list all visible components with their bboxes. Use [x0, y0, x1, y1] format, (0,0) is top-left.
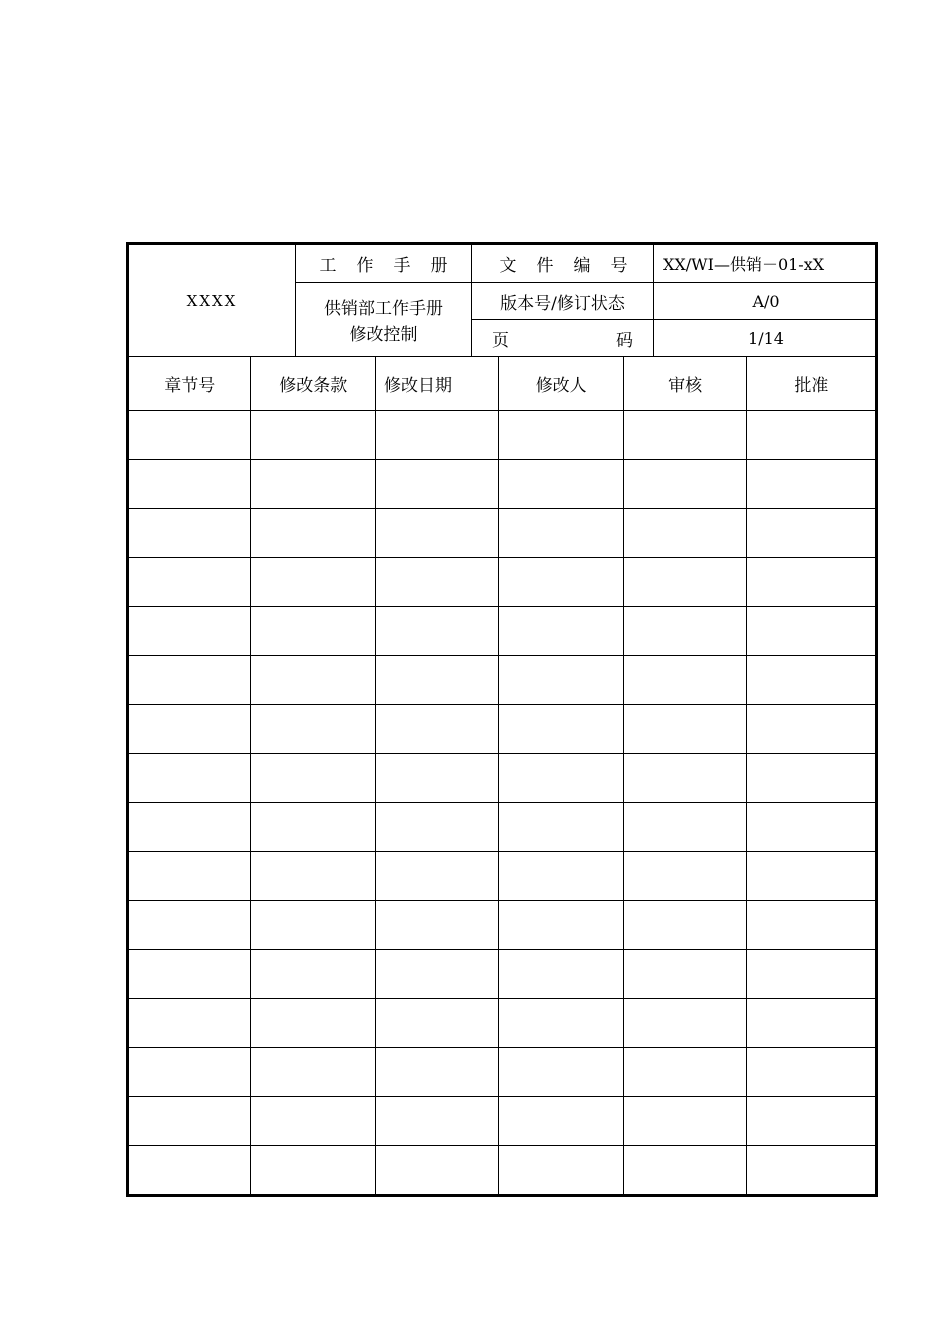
- doc-number-value: XX/WI—供销－01-xX: [654, 245, 878, 283]
- table-cell[interactable]: [251, 1097, 375, 1146]
- table-cell[interactable]: [747, 950, 877, 999]
- table-cell[interactable]: [747, 803, 877, 852]
- table-row: [128, 901, 877, 950]
- column-header-date: 修改日期: [375, 357, 498, 411]
- document-header: [126, 242, 878, 357]
- table-cell[interactable]: [251, 509, 375, 558]
- table-cell[interactable]: [251, 411, 375, 460]
- table-cell[interactable]: [623, 705, 746, 754]
- table-cell[interactable]: [623, 901, 746, 950]
- table-cell[interactable]: [623, 754, 746, 803]
- table-cell[interactable]: [499, 950, 623, 999]
- table-cell[interactable]: [499, 999, 623, 1048]
- table-cell[interactable]: [128, 705, 251, 754]
- table-cell[interactable]: [623, 460, 746, 509]
- table-cell[interactable]: [128, 1048, 251, 1097]
- table-cell[interactable]: [251, 950, 375, 999]
- table-cell[interactable]: [747, 901, 877, 950]
- table-cell[interactable]: [499, 509, 623, 558]
- table-cell[interactable]: [747, 558, 877, 607]
- table-cell[interactable]: [375, 901, 498, 950]
- table-cell[interactable]: [747, 607, 877, 656]
- table-cell[interactable]: [251, 803, 375, 852]
- table-cell[interactable]: [623, 558, 746, 607]
- table-cell[interactable]: [251, 999, 375, 1048]
- table-cell[interactable]: [251, 656, 375, 705]
- table-cell[interactable]: [251, 607, 375, 656]
- table-cell[interactable]: [128, 999, 251, 1048]
- version-value: A/0: [654, 283, 878, 320]
- doc-number-label: 文件编号: [472, 245, 654, 283]
- table-cell[interactable]: [623, 1146, 746, 1196]
- table-cell[interactable]: [375, 754, 498, 803]
- table-cell[interactable]: [128, 411, 251, 460]
- table-cell[interactable]: [251, 1048, 375, 1097]
- column-header-approve: 批准: [747, 357, 877, 411]
- table-cell[interactable]: [128, 852, 251, 901]
- table-cell[interactable]: [251, 558, 375, 607]
- revision-table: [126, 356, 878, 1197]
- table-row: [128, 558, 877, 607]
- table-row: [128, 460, 877, 509]
- table-row: [128, 656, 877, 705]
- table-cell[interactable]: [128, 1146, 251, 1196]
- table-cell[interactable]: [375, 852, 498, 901]
- table-cell[interactable]: [128, 754, 251, 803]
- table-row: [128, 705, 877, 754]
- column-header-chapter: 章节号: [128, 357, 251, 411]
- table-cell[interactable]: [623, 607, 746, 656]
- table-cell[interactable]: [128, 509, 251, 558]
- table-cell[interactable]: [499, 558, 623, 607]
- table-row: [128, 1048, 877, 1097]
- table-cell[interactable]: [375, 950, 498, 999]
- table-cell[interactable]: [623, 656, 746, 705]
- table-cell[interactable]: [128, 803, 251, 852]
- table-row: [128, 607, 877, 656]
- page-value: 1/14: [748, 329, 784, 348]
- table-row: [128, 754, 877, 803]
- table-cell[interactable]: [499, 1048, 623, 1097]
- table-row: [128, 411, 877, 460]
- table-cell[interactable]: [375, 656, 498, 705]
- table-cell[interactable]: [747, 460, 877, 509]
- table-cell[interactable]: [251, 460, 375, 509]
- table-cell[interactable]: [375, 999, 498, 1048]
- table-cell[interactable]: [375, 1097, 498, 1146]
- table-cell[interactable]: [747, 705, 877, 754]
- table-cell[interactable]: [499, 803, 623, 852]
- table-cell[interactable]: [499, 754, 623, 803]
- table-cell[interactable]: [499, 852, 623, 901]
- table-cell[interactable]: [747, 509, 877, 558]
- table-cell[interactable]: [128, 1097, 251, 1146]
- manual-title: [296, 283, 472, 357]
- table-cell[interactable]: [375, 705, 498, 754]
- table-cell[interactable]: [128, 607, 251, 656]
- table-cell[interactable]: [623, 803, 746, 852]
- page-label: [472, 320, 654, 357]
- table-cell[interactable]: [251, 1146, 375, 1196]
- table-cell[interactable]: [499, 901, 623, 950]
- table-cell[interactable]: [128, 656, 251, 705]
- table-cell[interactable]: [375, 460, 498, 509]
- revision-rows: [128, 411, 877, 1196]
- table-row: [128, 852, 877, 901]
- table-cell[interactable]: [747, 1146, 877, 1196]
- table-cell[interactable]: [623, 411, 746, 460]
- table-cell[interactable]: [375, 1048, 498, 1097]
- table-cell[interactable]: [251, 901, 375, 950]
- table-cell[interactable]: [623, 509, 746, 558]
- table-cell[interactable]: [747, 656, 877, 705]
- column-header-review: 审核: [623, 357, 746, 411]
- table-cell[interactable]: [623, 999, 746, 1048]
- table-cell[interactable]: [747, 999, 877, 1048]
- table-cell[interactable]: [375, 607, 498, 656]
- table-cell[interactable]: [623, 1048, 746, 1097]
- table-cell[interactable]: [747, 1048, 877, 1097]
- table-cell[interactable]: [375, 803, 498, 852]
- table-cell[interactable]: [499, 1097, 623, 1146]
- manual-title-line1: 供销部工作手册: [324, 299, 443, 319]
- table-cell[interactable]: [747, 411, 877, 460]
- table-cell[interactable]: [623, 1097, 746, 1146]
- table-cell[interactable]: [251, 754, 375, 803]
- version-label: 版本号/修订状态: [472, 283, 654, 320]
- revision-header-row: [128, 357, 877, 411]
- table-cell[interactable]: [499, 411, 623, 460]
- table-row: [128, 1097, 877, 1146]
- table-cell[interactable]: [375, 509, 498, 558]
- table-row: [128, 509, 877, 558]
- table-cell[interactable]: [747, 1097, 877, 1146]
- column-header-clause: 修改条款: [251, 357, 375, 411]
- column-header-modifier: 修改人: [499, 357, 623, 411]
- manual-label: 工作手册: [296, 245, 472, 283]
- table-cell[interactable]: [375, 411, 498, 460]
- page-label-right: 码: [616, 331, 633, 351]
- table-row: [128, 999, 877, 1048]
- table-cell[interactable]: [499, 1146, 623, 1196]
- table-cell[interactable]: [375, 1146, 498, 1196]
- manual-title-line2: 修改控制: [349, 325, 418, 345]
- table-cell[interactable]: [747, 852, 877, 901]
- table-cell[interactable]: [499, 656, 623, 705]
- table-cell[interactable]: [623, 950, 746, 999]
- table-cell[interactable]: [375, 558, 498, 607]
- table-cell[interactable]: [499, 705, 623, 754]
- table-cell[interactable]: [747, 754, 877, 803]
- table-cell[interactable]: [128, 558, 251, 607]
- table-row: [128, 950, 877, 999]
- table-cell[interactable]: [128, 901, 251, 950]
- table-cell[interactable]: [499, 607, 623, 656]
- table-row: [128, 1146, 877, 1196]
- table-cell[interactable]: [251, 852, 375, 901]
- table-cell[interactable]: [499, 460, 623, 509]
- page-label-left: 页: [492, 331, 509, 351]
- table-cell[interactable]: [251, 705, 375, 754]
- table-cell[interactable]: [128, 950, 251, 999]
- table-cell[interactable]: [128, 460, 251, 509]
- table-cell[interactable]: [623, 852, 746, 901]
- table-row: [128, 803, 877, 852]
- company-name: XXXX: [129, 245, 296, 357]
